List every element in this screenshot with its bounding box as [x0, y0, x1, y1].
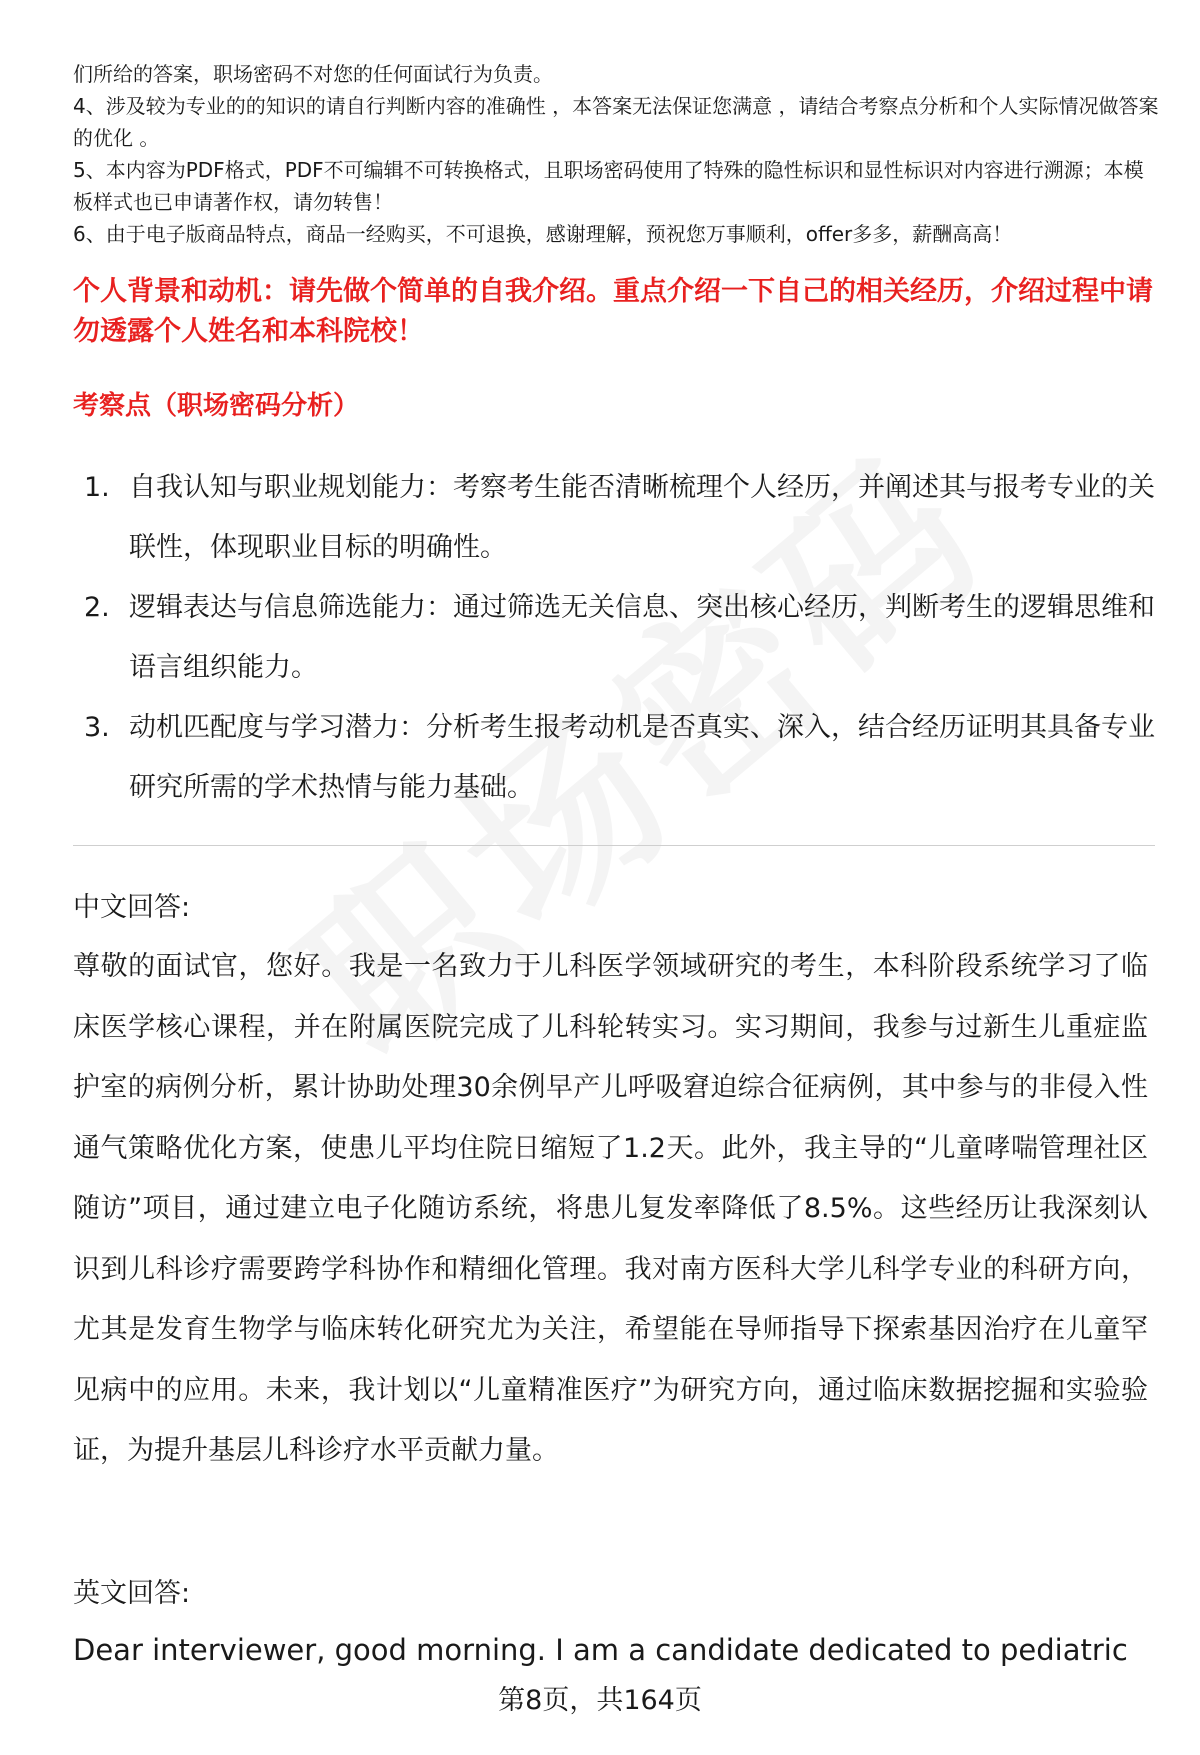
- list-item-text: 动机匹配度与学习潜力：分析考生报考动机是否真实、深入，结合经历证明其具备专业研究所需的学术热情与能力基础。: [129, 712, 1155, 803]
- list-item: [84, 458, 1164, 578]
- page-number: 第8页，共164页: [498, 1685, 702, 1716]
- english-answer-text: Dear interviewer, good morning. I am a candidate dedicated to pediatric: [73, 1633, 1128, 1667]
- list-number: 1.: [84, 472, 110, 503]
- disclaimer-line: 5、本内容为PDF格式，PDF不可编辑不可转换格式，且职场密码使用了特殊的隐性标识和显性标识对内容进行溯源；本模板样式也已申请著作权，请勿转售！: [73, 158, 1144, 214]
- chinese-answer-label: 中文回答:: [73, 892, 191, 923]
- list-item-text: 自我认知与职业规划能力：考察考生能否清晰梳理个人经历，并阐述其与报考专业的关联性，体现职业目标的明确性。: [129, 472, 1155, 563]
- disclaimer-line: 6、由于电子版商品特点，商品一经购买，不可退换，感谢理解，预祝您万事顺利，offer多多，薪酬高高！: [73, 222, 1013, 246]
- list-number: 3.: [84, 712, 110, 743]
- disclaimer-notes: [73, 58, 1163, 250]
- list-item-text: 逻辑表达与信息筛选能力：通过筛选无关信息、突出核心经历，判断考生的逻辑思维和语言组织能力。: [129, 592, 1155, 683]
- section-divider: [73, 845, 1155, 846]
- list-item: [84, 698, 1164, 818]
- assessment-points-list: [84, 458, 1164, 818]
- chinese-answer-text: 尊敬的面试官，您好。我是一名致力于儿科医学领域研究的考生，本科阶段系统学习了临床医学核心课程，并在附属医院完成了儿科轮转实习。实习期间，我参与过新生儿重症监护室的病例分析，累计协助处理30余例早产儿呼吸窘迫综合征病例，其中参与的非侵入性通气策略优化方案，使患儿平均住院日缩短了1.2天。此外，我主导的“儿童哮喘管理社区随访”项目，通过建立电子化随访系统，将患儿复发率降低了8.5%。这些经历让我深刻认识到儿科诊疗需要跨学科协作和精细化管理。我对南方医科大学儿科学专业的科研方向，尤其是发育生物学与临床转化研究尤为关注，希望能在导师指导下探索基因治疗在儿童罕见病中的应用。未来，我计划以“儿童精准医疗”为研究方向，通过临床数据挖掘和实验验证，为提升基层儿科诊疗水平贡献力量。: [73, 951, 1148, 1466]
- disclaimer-line: 们所给的答案，职场密码不对您的任何面试行为负责。: [73, 62, 553, 86]
- disclaimer-line: 4、涉及较为专业的的知识的请自行判断内容的准确性 ，本答案无法保证您满意 ，请结合考察点分析和个人实际情况做答案的优化 。: [73, 94, 1159, 150]
- list-number: 2.: [84, 592, 110, 623]
- list-item: [84, 578, 1164, 698]
- points-heading: 考察点（职场密码分析）: [73, 391, 360, 421]
- english-answer-label: 英文回答:: [73, 1578, 191, 1609]
- interview-question: 个人背景和动机：请先做个简单的自我介绍。重点介绍一下自己的相关经历，介绍过程中请勿透露个人姓名和本科院校！: [73, 276, 1153, 347]
